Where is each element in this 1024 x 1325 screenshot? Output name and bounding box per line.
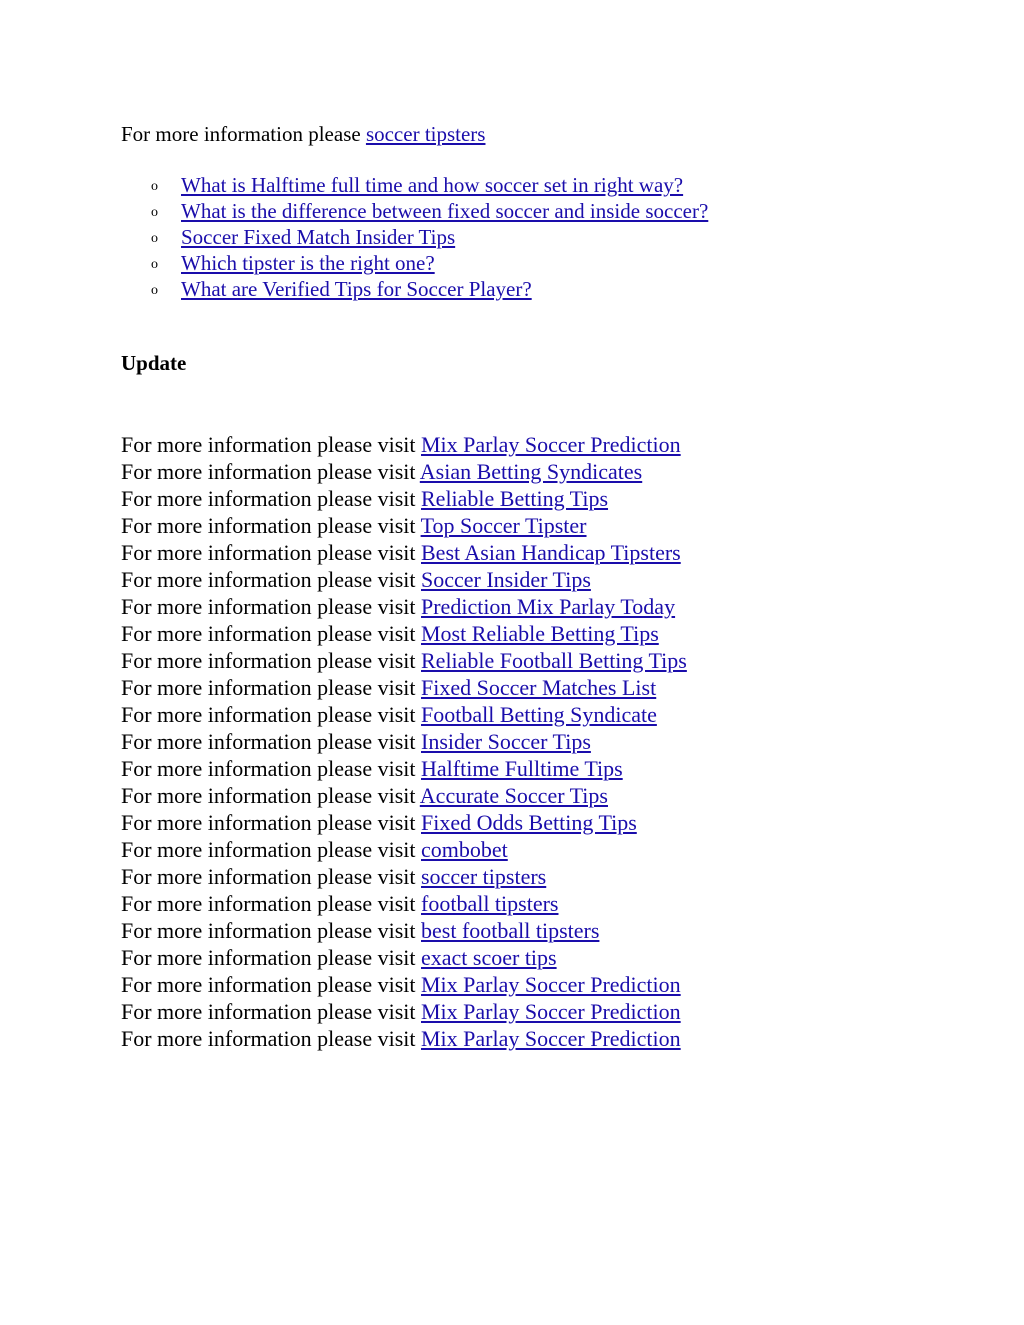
list-item <box>121 593 687 620</box>
visit-prefix-text: For more information please visit <box>121 675 421 700</box>
list-item <box>121 890 687 917</box>
list-item <box>121 782 687 809</box>
list-item <box>121 917 687 944</box>
question-link[interactable]: What is Halftime full time and how soccer set in right way? <box>181 173 684 197</box>
visit-prefix-text: For more information please visit <box>121 810 421 835</box>
intro-line <box>121 121 485 147</box>
visit-link[interactable]: Most Reliable Betting Tips <box>421 621 659 646</box>
visit-link[interactable]: soccer tipsters <box>421 864 547 889</box>
visit-link[interactable]: Mix Parlay Soccer Prediction <box>421 1026 681 1051</box>
visit-prefix-text: For more information please visit <box>121 1026 421 1051</box>
intro-link[interactable]: soccer tipsters <box>365 122 486 146</box>
visit-link[interactable]: Best Asian Handicap Tipsters <box>421 540 681 565</box>
visit-prefix-text: For more information please visit <box>121 729 421 754</box>
visit-prefix-text: For more information please visit <box>121 702 421 727</box>
bullet-icon: o <box>151 205 158 220</box>
list-item <box>121 539 687 566</box>
list-item <box>121 431 687 458</box>
visit-prefix-text: For more information please visit <box>121 999 421 1024</box>
visit-prefix-text: For more information please visit <box>121 513 421 538</box>
visit-prefix-text: For more information please visit <box>121 783 420 808</box>
list-item <box>121 512 687 539</box>
bullet-icon: o <box>151 231 158 246</box>
visit-prefix-text: For more information please visit <box>121 945 421 970</box>
visit-prefix-text: For more information please visit <box>121 918 421 943</box>
visit-prefix-text: For more information please visit <box>121 972 421 997</box>
list-item <box>121 836 687 863</box>
visit-link[interactable]: Prediction Mix Parlay Today <box>421 594 676 619</box>
visit-link[interactable]: Halftime Fulltime Tips <box>421 756 623 781</box>
visit-prefix-text: For more information please visit <box>121 648 421 673</box>
list-item <box>121 809 687 836</box>
visit-link[interactable]: exact scoer tips <box>421 945 557 970</box>
visit-link[interactable]: combobet <box>421 837 508 862</box>
visit-prefix-text: For more information please visit <box>121 621 421 646</box>
visit-prefix-text: For more information please visit <box>121 540 421 565</box>
list-item <box>121 485 687 512</box>
question-link[interactable]: What are Verified Tips for Soccer Player? <box>181 277 532 301</box>
visit-link[interactable]: Top Soccer Tipster <box>420 513 587 538</box>
list-item <box>121 971 687 998</box>
list-item <box>121 863 687 890</box>
visit-link[interactable]: best football tipsters <box>421 918 600 943</box>
list-item <box>121 674 687 701</box>
visit-prefix-text: For more information please visit <box>121 837 421 862</box>
list-item <box>121 172 708 198</box>
visit-prefix-text: For more information please visit <box>121 486 421 511</box>
list-item <box>121 647 687 674</box>
visit-link[interactable]: Accurate Soccer Tips <box>419 783 608 808</box>
visit-prefix-text: For more information please visit <box>121 864 421 889</box>
visit-prefix-text: For more information please visit <box>121 459 420 484</box>
question-link[interactable]: What is the difference between fixed soccer and inside soccer? <box>181 199 709 223</box>
list-item <box>121 1025 687 1052</box>
visit-prefix-text: For more information please visit <box>121 891 421 916</box>
visit-links-list <box>121 431 687 1052</box>
visit-link[interactable]: Mix Parlay Soccer Prediction <box>421 999 681 1024</box>
visit-link[interactable]: Mix Parlay Soccer Prediction <box>421 972 681 997</box>
bullet-icon: o <box>151 179 158 194</box>
list-item <box>121 620 687 647</box>
visit-prefix-text: For more information please visit <box>121 432 421 457</box>
question-link[interactable]: Which tipster is the right one? <box>181 251 435 275</box>
list-item <box>121 998 687 1025</box>
list-item <box>121 701 687 728</box>
bullet-icon: o <box>151 257 158 272</box>
visit-link[interactable]: Soccer Insider Tips <box>421 567 591 592</box>
visit-prefix-text: For more information please visit <box>121 594 421 619</box>
list-item <box>121 944 687 971</box>
visit-link[interactable]: Reliable Betting Tips <box>421 486 609 511</box>
visit-link[interactable]: Fixed Odds Betting Tips <box>421 810 637 835</box>
list-item <box>121 755 687 782</box>
visit-link[interactable]: Mix Parlay Soccer Prediction <box>421 432 681 457</box>
list-item <box>121 250 708 276</box>
bullet-icon: o <box>151 283 158 298</box>
list-item <box>121 224 708 250</box>
visit-link[interactable]: football tipsters <box>421 891 559 916</box>
list-item <box>121 276 708 302</box>
visit-link[interactable]: Asian Betting Syndicates <box>419 459 643 484</box>
related-questions-list <box>121 172 708 302</box>
visit-link[interactable]: Football Betting Syndicate <box>421 702 657 727</box>
visit-link[interactable]: Insider Soccer Tips <box>421 729 591 754</box>
visit-prefix-text: For more information please visit <box>121 567 421 592</box>
list-item <box>121 728 687 755</box>
list-item <box>121 458 687 485</box>
visit-prefix-text: For more information please visit <box>121 756 421 781</box>
list-item <box>121 566 687 593</box>
update-heading: Update <box>121 351 187 375</box>
visit-link[interactable]: Reliable Football Betting Tips <box>421 648 687 673</box>
question-link[interactable]: Soccer Fixed Match Insider Tips <box>181 225 456 249</box>
list-item <box>121 198 708 224</box>
intro-text: For more information please <box>121 122 366 146</box>
visit-link[interactable]: Fixed Soccer Matches List <box>421 675 657 700</box>
